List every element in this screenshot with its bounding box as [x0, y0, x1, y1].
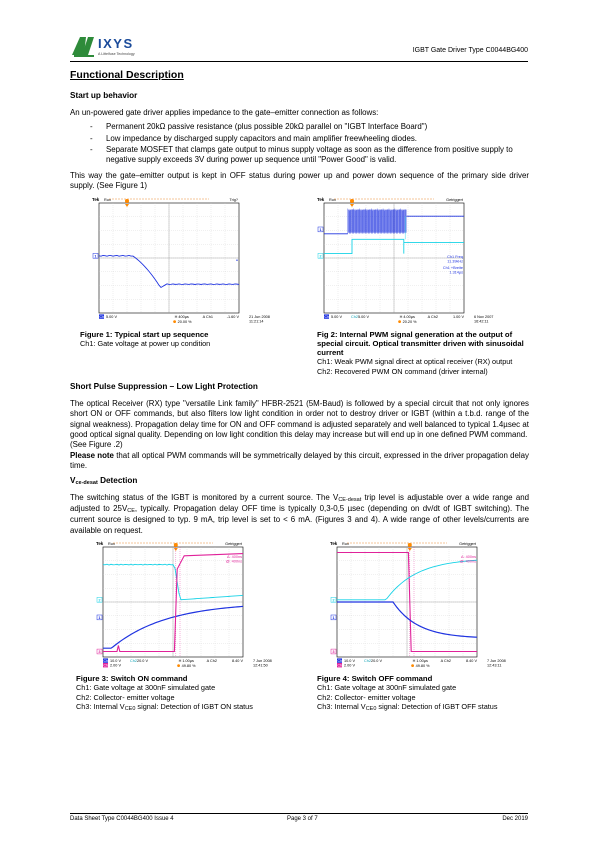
fig4-line3-sub: CE0: [365, 706, 377, 713]
desat-sub: CE-desat: [338, 496, 362, 503]
trigger-position-icon: [125, 199, 129, 203]
scope-date: 6 Nov 2007: [474, 314, 494, 319]
trigger-icon: [177, 664, 180, 667]
ch2-label: Ch2: [351, 314, 358, 319]
trigger-icon: [411, 664, 414, 667]
document-title: IGBT Gate Driver Type C0044BG400: [412, 47, 528, 54]
oscilloscope-figure-1: [92, 196, 273, 328]
scope-brand: Tek: [92, 196, 100, 202]
ch2-scale: 20.0 V: [371, 659, 382, 664]
ch1-scale: 5.00 V: [106, 314, 117, 319]
brand-name: IXYS: [98, 36, 134, 51]
figure-2-desc: Ch1: Weak PWM signal direct at optical receiver (RX) output: [317, 357, 513, 367]
desat-sub: CE: [127, 508, 135, 515]
figure-row-1: [70, 196, 529, 376]
footer-divider: [70, 813, 528, 814]
figure-3: [76, 540, 288, 713]
ch3-scale: 2.00 V: [344, 663, 355, 668]
startup-list: [70, 122, 529, 166]
desat-heading-v: V: [70, 475, 76, 485]
ch3-label: Ch3: [337, 663, 344, 668]
horizontal-scale: H 1.00µs: [412, 659, 428, 664]
ch3-label: Ch3: [103, 663, 110, 668]
ch1-marker-text: 1: [98, 615, 101, 621]
scope-time: 12:41:50: [253, 663, 268, 668]
list-item: - Permanent 20kΩ passive resistance (plus possible 20kΩ parallel on "IGBT Interface Board"): [70, 122, 529, 132]
short-pulse-ref: (See Figure .2): [70, 440, 123, 450]
short-pulse-note: [70, 451, 529, 472]
trigger-channel: A Ch2: [206, 659, 217, 664]
trigger-percent: 49.80 %: [181, 664, 196, 669]
brand-subtitle: A Littelfuse Technology: [98, 52, 135, 56]
scope-mode: Run: [108, 542, 115, 547]
ch1-scale: 10.0 V: [344, 659, 355, 664]
ch1-label: Ch1: [99, 314, 106, 319]
scope-trigger-status: Trig?: [229, 197, 238, 202]
short-pulse-paragraph: The optical Receiver (RX) type "versatile Link family" HFBR-2521 (5M-Baud) is followed by a special circuit that not only ignores short ON or OFF commands, but also filters low light condition in order not to destroy driver or IGBT (within a t.b.d. range of the signal weakness). Propagation delay time for ON and OFF command is adjusted separately and well balanced to typical 1.4µsec at good optical signal quality. Depending on low light condition this delay may increase but will end up in one defined PWM command.: [70, 398, 529, 439]
note-label: Please note: [70, 450, 114, 460]
scope-trigger-status: Getriggert: [446, 197, 463, 202]
figure-4-desc: Ch2: Collector- emitter voltage: [317, 692, 416, 702]
trigger-position-icon: [350, 199, 354, 203]
ch2-marker-text: 2: [98, 597, 101, 603]
header-divider: [70, 61, 528, 62]
trigger-icon: [398, 320, 401, 323]
ch2-scale: 20.0 V: [137, 659, 148, 664]
ch1-marker-text: 1: [319, 226, 322, 232]
trigger-level: 8.40 V: [466, 659, 477, 664]
figure-1: [80, 196, 292, 376]
cursor-position: @: 400ns: [459, 559, 476, 564]
cursor-delta: Δ: 400ns: [227, 555, 242, 560]
trigger-level: -1.60 V: [226, 314, 239, 319]
figure-3-caption: Figure 3: Switch ON command: [76, 674, 188, 684]
figure-1-desc: Ch1: Gate voltage at power up condition: [80, 338, 211, 348]
scope-date: 21 Jun 2008: [249, 314, 270, 319]
cursor-delta: Δ: 400ns: [461, 555, 476, 560]
measure-value: 11.39kHz: [447, 259, 463, 264]
figure-3-desc: [76, 702, 288, 713]
ch1-scale: 5.00 V: [331, 314, 342, 319]
ch1-label: Ch1: [324, 314, 331, 319]
note-text: that all optical PWM commands will be symmetrically delayed by this circuit, expressed in the driver propagation delay time.: [70, 450, 530, 471]
ch2-marker-text: 2: [319, 253, 322, 259]
trigger-percent: 49.80 %: [415, 664, 430, 669]
ch1-dot: [236, 259, 237, 260]
list-item: - Low impedance by discharged supply capacitors and main amplifier freewheeling diodes.: [70, 134, 529, 144]
ch3-scale: 2.00 V: [110, 663, 121, 668]
ch3-marker-text: 3: [332, 649, 335, 655]
company-logo: [72, 33, 157, 59]
page-title: Functional Description: [70, 69, 184, 81]
desat-paragraph: [70, 493, 529, 536]
scope-time: 12:43:11: [487, 663, 502, 668]
scope-date: 7 Jun 2008: [487, 659, 506, 664]
trigger-level: 8.40 V: [232, 659, 243, 664]
measure-label: Ch1 +Breite: [442, 265, 463, 270]
horizontal-scale: H 4.00µs: [399, 314, 415, 319]
desat-heading-rest: Detection: [97, 475, 138, 485]
ch1-label: Ch1: [103, 659, 110, 664]
scope-trigger-status: Getriggert: [225, 542, 242, 547]
fig4-line3-a: Ch3: Internal V: [317, 702, 366, 712]
startup-intro: An un-powered gate driver applies impedance to the gate–emitter connection as follows:: [70, 107, 379, 117]
figure-row-2: [70, 540, 529, 713]
cursor-position: @: 400ns: [225, 559, 242, 564]
measure-label: Ch1 Freq: [447, 254, 463, 259]
trigger-channel: A Ch1: [202, 314, 213, 319]
footer-left: Data Sheet Type C0044BG400 Issue 4: [70, 816, 174, 822]
ch3-marker-text: 3: [98, 649, 101, 655]
trigger-position-icon: [174, 543, 178, 547]
ch1-label: Ch1: [337, 659, 344, 664]
ch1-marker-text: 1: [332, 615, 335, 621]
figure-1-caption: Figure 1: Typical start up sequence: [80, 329, 209, 339]
scope-brand: Tek: [96, 541, 104, 547]
ch2-scale: 5.00 V: [358, 314, 369, 319]
scope-time: 11:21:14: [249, 319, 264, 324]
figure-2-caption: Fig 2: Internal PWM signal generation at the output of special circuit. Optical transmitter driven with sinusoidal current: [317, 329, 524, 358]
fig4-line3-b: signal: Detection of IGBT OFF status: [376, 702, 498, 712]
figure-4-desc: Ch1: Gate voltage at 300nF simulated gate: [317, 683, 457, 693]
trigger-level: 1.00 V: [453, 314, 464, 319]
figure-3-desc: Ch2: Collector- emitter voltage: [76, 692, 175, 702]
startup-after: This way the gate–emitter output is kept in OFF status during power up and power down sequence of the primary side driver supply. (See Figure 1): [70, 170, 529, 191]
short-pulse-heading: Short Pulse Suppression – Low Light Protection: [70, 381, 258, 391]
trigger-percent: 20.00 %: [177, 319, 192, 324]
measure-value: 1.314µs: [449, 270, 463, 275]
horizontal-scale: H 400µs: [174, 314, 189, 319]
ch2-marker-text: 2: [332, 597, 335, 603]
ch1-scale: 10.0 V: [110, 659, 121, 664]
desat-text: trip level is adjustable over a wide range and adjusted to 25V: [70, 492, 529, 514]
fig3-line3-a: Ch3: Internal V: [76, 702, 125, 712]
scope-mode: Run: [104, 197, 111, 202]
figure-4-caption: Figure 4: Switch OFF command: [317, 674, 433, 684]
scope-mode: Run: [342, 542, 349, 547]
fig3-line3-sub: CE0: [124, 706, 136, 713]
scope-brand: Tek: [317, 196, 325, 202]
trigger-channel: A Ch2: [440, 659, 451, 664]
figure-2-desc: Ch2: Recovered PWM ON command (driver internal): [317, 366, 488, 376]
figure-3-desc: Ch1: Gate voltage at 300nF simulated gate: [76, 683, 216, 693]
scope-mode: Run: [329, 197, 336, 202]
desat-heading: [70, 476, 529, 487]
startup-heading: Start up behavior: [70, 90, 138, 100]
figure-2: [317, 196, 529, 376]
horizontal-scale: H 1.00µs: [178, 659, 194, 664]
figure-4: [317, 540, 529, 713]
oscilloscope-figure-2: [317, 196, 498, 328]
trigger-channel: A Ch2: [427, 314, 438, 319]
footer-date: Dec 2019: [502, 816, 528, 822]
figure-4-desc: [317, 702, 529, 713]
oscilloscope-figure-4: [330, 540, 511, 672]
list-item: - Separate MOSFET that clamps gate output to minus supply voltage as soon as the difference from positive supply to negative supply exceeds 3V during power up sequence until "Power Good" is valid.: [70, 145, 529, 166]
trigger-position-icon: [408, 543, 412, 547]
trigger-icon: [173, 320, 176, 323]
desat-text: The switching status of the IGBT is monitored by a current source. The V: [70, 492, 339, 502]
ch1-marker-text: 1: [94, 253, 97, 259]
footer-page: Page 3 of 7: [287, 816, 318, 822]
scope-date: 7 Jun 2008: [253, 659, 272, 664]
fig3-line3-b: signal: Detection of IGBT ON status: [135, 702, 253, 712]
scope-time: 16:42:11: [474, 319, 489, 324]
scope-brand: Tek: [330, 541, 338, 547]
desat-text: , typically. Propagation delay OFF time is typically 0,3-0,5 µsec (depending on dv/dt of IGBT switching). The current source is designed to typ. 9 mA, trip level is set to < 6 mA. (Figures 3 and 4). A wide range of other levels/currents are available on request.: [70, 504, 529, 535]
ch2-label: Ch2: [364, 659, 371, 664]
trigger-percent: 20.20 %: [402, 319, 417, 324]
desat-heading-sub: ce-desat: [75, 479, 98, 486]
ch2-label: Ch2: [130, 659, 137, 664]
page-content: [70, 69, 529, 719]
scope-trigger-status: Getriggert: [459, 542, 476, 547]
oscilloscope-figure-3: [96, 540, 277, 672]
